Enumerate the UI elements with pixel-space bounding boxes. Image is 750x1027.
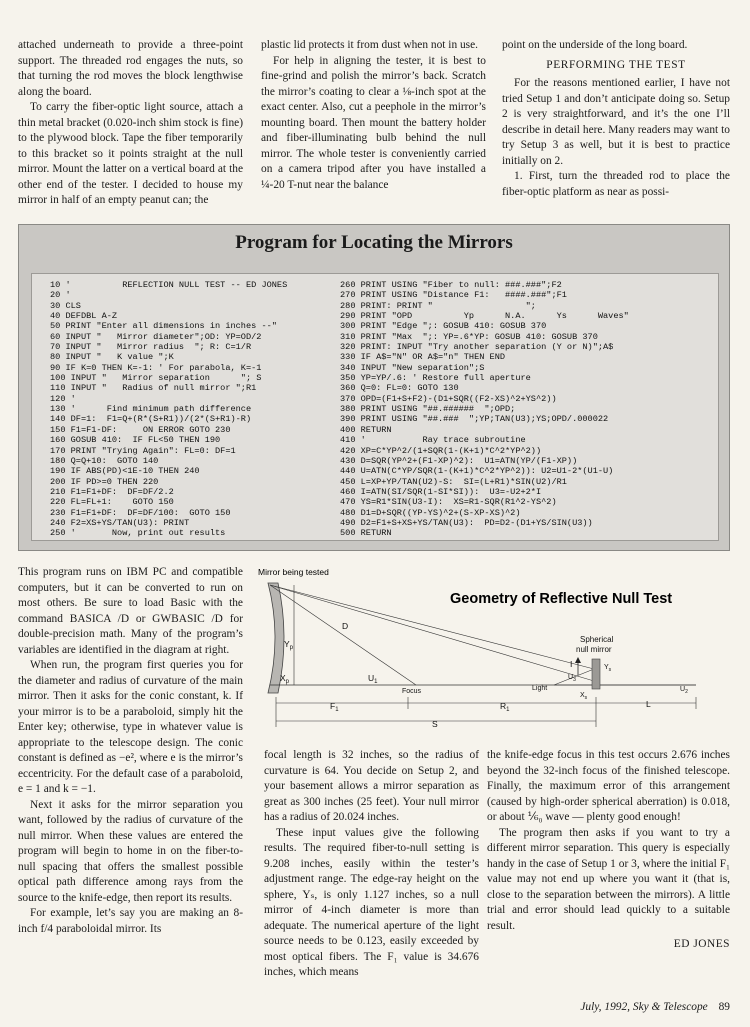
geometry-diagram	[256, 563, 730, 738]
label-ys: $Y_s$	[604, 664, 612, 673]
section-heading: PERFORMING THE TEST	[546, 58, 686, 71]
label-focus: Focus	[402, 688, 422, 695]
paragraph: This program runs on IBM PC and compatible computers, but it can be converted to run on most others. Be sure to load Basic with the command BASICA /D or GWBASIC /D for double-precision math. Many of the program’s variables are identified in the diagram at right.	[18, 566, 243, 656]
author-signature: ED JONES	[673, 938, 730, 950]
label-i: I	[570, 659, 573, 669]
article-column-3	[502, 38, 730, 200]
paragraph: 1. First, turn the threaded rod to place the fiber-optic platform as near as possi-	[502, 170, 730, 198]
label-u3: $U_3$	[568, 674, 576, 683]
footer-date: July, 1992,	[580, 1001, 631, 1013]
program-title: Program for Locating the Mirrors	[235, 232, 513, 253]
paragraph: focal length is 32 inches, so the radius of curvature is 64. You decide on Setup 2, and your basement allows a mirror separation as great as 300 inches (25 feet). Your null mirror has a radius of 20.024 inches.	[264, 749, 479, 823]
label-u1: $U_1$	[368, 673, 378, 685]
paragraph: For example, let’s say you are making an 8-inch f/4 paraboloidal mirror. Its	[18, 907, 243, 935]
footer-magazine: Sky & Telescope	[632, 1001, 708, 1013]
page-footer	[580, 1001, 730, 1013]
paragraph: plastic lid protects it from dust when not in use.	[261, 39, 479, 51]
label-yp: $Y_p$	[284, 639, 294, 651]
code-listing-left: 10 ' REFLECTION NULL TEST -- ED JONES 20 ' 30 CLS 40 DEFDBL A-Z 50 PRINT "Enter all dimensions in inches --" 60 INPUT " Mirror diameter";OD: YP=OD/2 70 INPUT " Mirror radius "; R: C=1/R 80 INPUT " K value ";K 90 IF K=0 THEN K=-1: ' For parabola, K=-1 100 INPUT " Mirror separation "; S 110 INPUT " Radius of null mirror ";R1 120 ' 130 ' Find minimum path difference 140 DF=1: F1=Q+(R*(S+R1))/(2*(S+R1)-R) 150 F1=F1-DF: ON ERROR GOTO 230 160 GOSUB 410: IF FL<50 THEN 190 170 PRINT "Trying Again": FL=0: DF=1 180 Q=Q+10: GOTO 140 190 IF ABS(PD)<1E-10 THEN 240 200 IF PD>=0 THEN 220 210 F1=F1+DF: DF=DF/2.2 220 FL=FL+1: GOTO 150 230 F1=F1+DF: DF=DF/100: GOTO 150 240 F2=XS+YS/TAN(U3): PRINT 250 ' Now, print out results	[50, 280, 288, 539]
label-null-mirror: null mirror	[576, 645, 612, 654]
paragraph: attached underneath to provide a three-point support. The threaded rod engages the nuts, so that turning the rod moves the block lengthwise along the board.	[18, 39, 243, 98]
label-u2: $U_2$	[680, 686, 688, 695]
diagram-title: Geometry of Reflective Null Test	[450, 591, 673, 607]
program-notes-column-2	[264, 748, 479, 981]
code-listing	[31, 273, 719, 541]
label-xp: $X_p$	[280, 673, 290, 685]
page-number: 89	[718, 1001, 730, 1013]
paragraph: the knife-edge focus in this test occurs 2.676 inches beyond the 32-inch focus of the finished telescope. Finally, the maximum error of this arrangement (caused by high-order spherical aberration) is 0.018, or about ⅙₀ wave — plenty good enough!	[487, 749, 730, 823]
paragraph: For help in aligning the tester, it is best to fine-grind and polish the mirror’s back. Scratch the mirror’s coating to clear a ⅛-inch spot at the exact center. Also, cut a peephole in the mirror’s mounting board. Then mount the battery holder and fiber-illuminating bulb behind the null mirror. The whole tester is conveniently carried on a camera tripod after you have installed a ¼-20 T-nut near the balance	[261, 54, 486, 191]
program-sidebar	[18, 224, 730, 551]
label-d: D	[342, 621, 349, 631]
paragraph: The program then asks if you want to try a different mirror separation. This query is especially handy in the case of Setup 1 or 3, where the initial F₁ value may not end up where you want it (that is, close to the separation between the mirrors). A little trial and error should lead quickly to a suitable result.	[487, 826, 730, 932]
article-column-2	[261, 38, 486, 193]
label-xs: $X_s$	[580, 692, 588, 701]
paragraph: These input values give the following results. The required fiber-to-null setting is 9.208 inches, easily within the tester’s adjustment range. The edge-ray height on the sphere, Yₛ, is only 1.127 inches, so a null mirror of 4-inch diameter is more than adequate. The numerical aperture of the light source needs to be 0.123, easily exceeded by most optical fibers. The F₁ value is 34.676 inches, which means	[264, 826, 479, 978]
label-r1: $R_1$	[500, 701, 510, 713]
ray-to-focus	[270, 585, 416, 685]
program-notes-column	[18, 565, 243, 937]
label-l: L	[646, 699, 651, 709]
paragraph: For the reasons mentioned earlier, I have not tried Setup 1 and don’t anticipate doing so. Setup 2 is very straightforward, and it’s the one I’ll describe in detail here. Many readers may want to try Setup 3 as well, but it is best to practice initially on 2.	[502, 77, 730, 167]
label-light: Light	[532, 685, 548, 692]
label-s: S	[432, 719, 438, 729]
paragraph: point on the underside of the long board.	[502, 39, 688, 51]
label-f1: $F_1$	[330, 701, 339, 713]
paragraph: Next it asks for the mirror separation you want, followed by the radius of curvature of the null mirror. When these values are entered the program will begin to home in on the fiber-to-null spacing that offers the smallest possible optical path difference among rays from the source to the knife-edge, then report its results.	[18, 798, 243, 904]
i-arrowhead	[575, 657, 581, 663]
program-notes-column-3	[487, 748, 730, 953]
label-mirror-tested: Mirror being tested	[258, 567, 329, 577]
null-mirror-shape	[592, 659, 600, 689]
paragraph: To carry the fiber-optic light source, attach a thin metal bracket (0.020-inch shim stock is fine) to the plywood block. Tape the fiber temporarily to this bracket so it points straight at the null mirror. Mount the latter on a vertical board at the other end of the tester. I decided to house my mirror in half of an empty peanut can; the	[18, 101, 243, 206]
code-listing-right: 260 PRINT USING "Fiber to null: ###.###";F2 270 PRINT USING "Distance F1: ####.###";F1 280 PRINT: PRINT " "; 290 PRINT "OPD Yp N.A. Ys Waves" 300 PRINT "Edge ";: GOSUB 410: GOSUB 370 310 PRINT "Max ";: YP=.6*YP: GOSUB 410: GOSUB 370 320 PRINT: INPUT "Try another separation (Y or N)";A$ 330 IF A$="N" OR A$="n" THEN END 340 INPUT "New separation";S 350 YP=YP/.6: ' Restore full aperture 360 Q=0: FL=0: GOTO 130 370 OPD=(F1+S+F2)-(D1+SQR((F2-XS)^2+YS^2)) 380 PRINT USING "##.###### ";OPD; 390 PRINT USING "##.### ";YP;TAN(U3);YS;OPD/.000022 400 RETURN 410 ' Ray trace subroutine 420 XP=C*YP^2/(1+SQR(1-(K+1)*C^2*YP^2)) 430 D=SQR(YP^2+(F1-XP)^2): U1=ATN(YP/(F1-XP)) 440 U=ATN(C*YP/SQR(1-(K+1)*C^2*YP^2)): U2=U1-2*(U1-U) 450 L=XP+YP/TAN(U2)-S: SI=(L+R1)*SIN(U2)/R1 460 I=ATN(SI/SQR(1-SI*SI)): U3=-U2+2*I 470 YS=R1*SIN(U3-I): XS=R1-SQR(R1^2-YS^2) 480 D1=D+SQR((YP-YS)^2+(S-XP-XS)^2) 490 D2=F1+S+XS+YS/TAN(U3): PD=D2-(D1+YS/SIN(U3)) 500 RETURN	[340, 280, 629, 539]
label-spherical: Spherical	[580, 635, 614, 644]
paragraph: When run, the program first queries you for the diameter and radius of curvature of the main mirror. Then it asks for the conic constant, k. If your mirror is to be a paraboloid, simply hit the Enter key; otherwise, type in whatever value is appropriate to the telescope design. The conic constant is defined as −e², where e is the mirror’s eccentricity. For the default case of a paraboloid, e = 1 and k = −1.	[18, 659, 243, 795]
article-column-1	[18, 38, 243, 209]
